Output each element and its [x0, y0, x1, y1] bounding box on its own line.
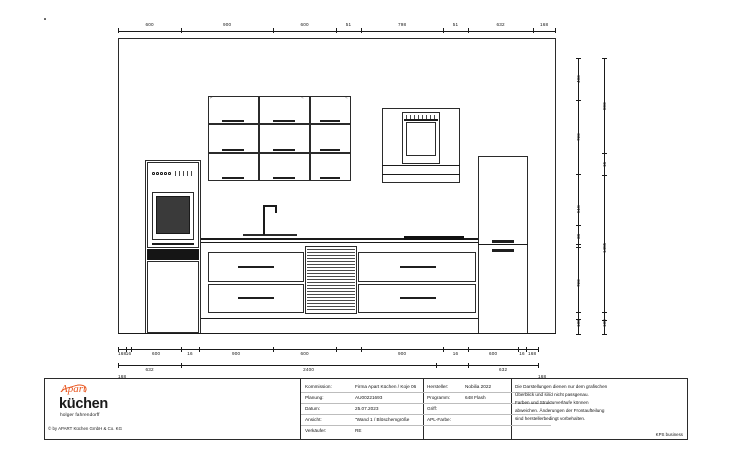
- dimension-tick: [443, 347, 444, 352]
- dimension-tick: [361, 347, 362, 352]
- dimension-label: 600: [145, 22, 154, 27]
- logo-wordmark: küchen: [59, 396, 108, 412]
- title-block-field-value: Firma Apart Küchen / Koje 06: [355, 384, 417, 389]
- oven-door-handle[interactable]: [152, 243, 194, 245]
- title-block-field-value: 25.07.2023: [355, 406, 379, 411]
- base-handle[interactable]: [400, 297, 436, 299]
- base-handle[interactable]: [400, 266, 436, 268]
- oven-housing-divider-2: [382, 174, 460, 175]
- dimension-tick: [273, 28, 274, 33]
- dimension-label: 100: [602, 319, 607, 328]
- dimension-label: 720: [576, 133, 581, 142]
- title-block-field-label: Kommission:: [305, 384, 332, 389]
- dimension-tick: [118, 363, 119, 368]
- dimension-tick: [576, 334, 581, 335]
- dimension-label: 51: [345, 22, 352, 27]
- plinth-line: [201, 318, 478, 319]
- dimension-label: 2400: [303, 367, 315, 372]
- dimension-tick: [576, 247, 581, 248]
- title-block-row-separator: [423, 414, 533, 415]
- wall-cabinet-handle[interactable]: [320, 120, 340, 122]
- dimension-label: 168: [117, 351, 127, 356]
- wall-cabinet-handle[interactable]: [320, 177, 340, 179]
- dimension-label: 518: [576, 205, 581, 214]
- logo-copyright: © by APART Küchen GmbH & Co. KG: [48, 426, 123, 431]
- disclaimer-line: abweichen. Änderungen der Frontaufteilung: [515, 408, 605, 413]
- oven-vent-grille: [175, 171, 195, 176]
- dimension-label: 900: [397, 351, 407, 356]
- dimension-line: [604, 58, 605, 334]
- dimension-label: 600: [300, 22, 309, 27]
- dimension-label: 632: [145, 367, 154, 372]
- dimension-label: 168: [527, 351, 537, 356]
- dimension-tick: [555, 28, 556, 33]
- wall-cabinet-handle[interactable]: [320, 149, 340, 151]
- title-block-sep-3: [511, 379, 512, 439]
- title-block-sep-2: [423, 379, 424, 439]
- corner-mark: ¬: [345, 95, 348, 100]
- dimension-label: 900: [222, 22, 232, 27]
- disclaimer-line: Überblick und sind nicht passgenau.: [515, 392, 589, 397]
- dimension-label: 900: [231, 351, 241, 356]
- dimension-tick: [273, 347, 274, 352]
- dimension-label: 798: [397, 22, 407, 27]
- base-handle[interactable]: [238, 266, 274, 268]
- wall-cabinet-handle[interactable]: [222, 149, 244, 151]
- dimension-label: 600: [488, 351, 498, 356]
- dimension-tick: [576, 100, 581, 101]
- dimension-tick: [118, 28, 119, 33]
- oven-control-knobs[interactable]: [152, 172, 171, 175]
- dimension-tick: [436, 363, 437, 368]
- title-block-field-value: AU00221693: [355, 395, 383, 400]
- dimension-label: 1485: [602, 242, 607, 254]
- title-block-field-label: Datum:: [305, 406, 321, 411]
- worktop-line-lower: [201, 242, 478, 243]
- dimension-tick: [602, 153, 607, 154]
- dimension-tick: [336, 347, 337, 352]
- wall-cabinet-handle[interactable]: [222, 120, 244, 122]
- base-handle[interactable]: [238, 297, 274, 299]
- dimension-tick: [576, 58, 581, 59]
- tap-spout-drop: [275, 205, 277, 213]
- stray-dot: [44, 18, 46, 20]
- fridge-door-split: [478, 244, 528, 245]
- fridge-handle-lower[interactable]: [492, 249, 514, 252]
- title-block-field-label: APL-Farbe:: [427, 417, 451, 422]
- wall-cabinet-handle[interactable]: [222, 177, 244, 179]
- dimension-tick: [181, 28, 182, 33]
- title-block-field-label: Ansicht:: [305, 417, 322, 422]
- title-block-field-label: Planung:: [305, 395, 324, 400]
- dimension-tick: [602, 175, 607, 176]
- dimension-label: 38: [576, 233, 581, 239]
- dimension-label: 51: [452, 22, 459, 27]
- dimension-label: 16: [452, 351, 459, 356]
- title-block-field-label: Griff:: [427, 406, 438, 411]
- dimension-tick: [181, 363, 182, 368]
- cooktop[interactable]: [404, 236, 464, 240]
- dimension-label: 16: [602, 161, 607, 167]
- fridge-handle-upper[interactable]: [492, 240, 514, 243]
- dimension-tick: [468, 28, 469, 33]
- disclaimer-line: Farben und Strukturverläufe können: [515, 400, 589, 405]
- title-block-row-separator: [301, 425, 551, 426]
- title-block-field-value: "Wand 1 / Blöschemgröße: [355, 417, 410, 422]
- dimension-tick: [576, 174, 581, 175]
- title-block-field-label: Hersteller:: [427, 384, 449, 389]
- dimension-tick: [468, 347, 469, 352]
- built-in-oven-handle[interactable]: [404, 119, 438, 121]
- title-block-sep-1: [300, 379, 301, 439]
- dimension-tick: [576, 244, 581, 245]
- dimension-label: 632: [498, 367, 508, 372]
- dimension-tick: [181, 347, 182, 352]
- dimension-tick: [443, 28, 444, 33]
- drawer-stack-lines: [307, 249, 355, 311]
- dimension-label: 600: [300, 351, 309, 356]
- dimension-tick: [361, 28, 362, 33]
- dimension-label: 168: [538, 374, 547, 379]
- dimension-label: 16: [519, 351, 525, 356]
- oven-housing-divider: [382, 165, 460, 166]
- sink-edge: [243, 234, 297, 236]
- corner-mark: ⌐: [210, 95, 213, 100]
- title-block-field-value: 648 Flash: [465, 395, 486, 400]
- dimension-tick: [576, 312, 581, 313]
- wall-cabinet-handle[interactable]: [273, 177, 295, 179]
- dimension-tick: [538, 363, 539, 368]
- dimension-label: 600: [151, 351, 161, 356]
- dimension-tick: [602, 312, 607, 313]
- dimension-label: 403: [576, 75, 581, 84]
- logo-script: Apart: [61, 383, 87, 395]
- fridge-tall-unit[interactable]: [478, 156, 528, 334]
- dimension-tick: [336, 28, 337, 33]
- logo-subline: holger fahrendorff: [60, 413, 100, 418]
- tap-riser: [263, 205, 265, 235]
- wall-cabinet-handle[interactable]: [273, 149, 295, 151]
- corner-mark: ¬: [301, 95, 304, 100]
- footer-right-label: KPS business: [655, 432, 683, 437]
- dimension-label: 632: [496, 22, 505, 27]
- disclaimer-line: Die Darstellungen dienen nur dem grafischen: [515, 384, 608, 389]
- dimension-label: 16: [125, 351, 132, 356]
- floor-line: [118, 333, 556, 334]
- dimension-tick: [199, 347, 200, 352]
- disclaimer-line: sind herstellerbedingt vorbehalten.: [515, 416, 586, 421]
- built-in-oven-window: [406, 122, 436, 156]
- title-block-field-value: RE: [355, 428, 362, 433]
- dimension-label: 168: [539, 22, 549, 27]
- dimension-label: 16: [187, 351, 193, 356]
- dimension-tick: [576, 225, 581, 226]
- title-block-field-label: Verkäufer:: [305, 428, 327, 433]
- dimension-label: 890: [602, 102, 607, 110]
- dimension-tick: [468, 363, 469, 368]
- dimension-tick: [602, 334, 607, 335]
- oven-window: [156, 196, 190, 234]
- dimension-label: 168: [118, 374, 127, 379]
- warming-drawer[interactable]: [147, 249, 199, 260]
- dimension-label: 720: [576, 279, 581, 288]
- dimension-tick: [533, 28, 534, 33]
- left-base-cabinet[interactable]: [147, 261, 199, 333]
- title-block-field-value: Nobilia 2022: [465, 384, 492, 389]
- dimension-tick: [538, 347, 539, 352]
- title-block-field-label: Programm:: [427, 395, 451, 400]
- wall-cabinet-handle[interactable]: [273, 120, 295, 122]
- dimension-tick: [602, 58, 607, 59]
- dimension-tick: [131, 347, 132, 352]
- dimension-label: 100: [576, 319, 581, 328]
- dimension-tick: [526, 347, 527, 352]
- title-block: [44, 378, 688, 440]
